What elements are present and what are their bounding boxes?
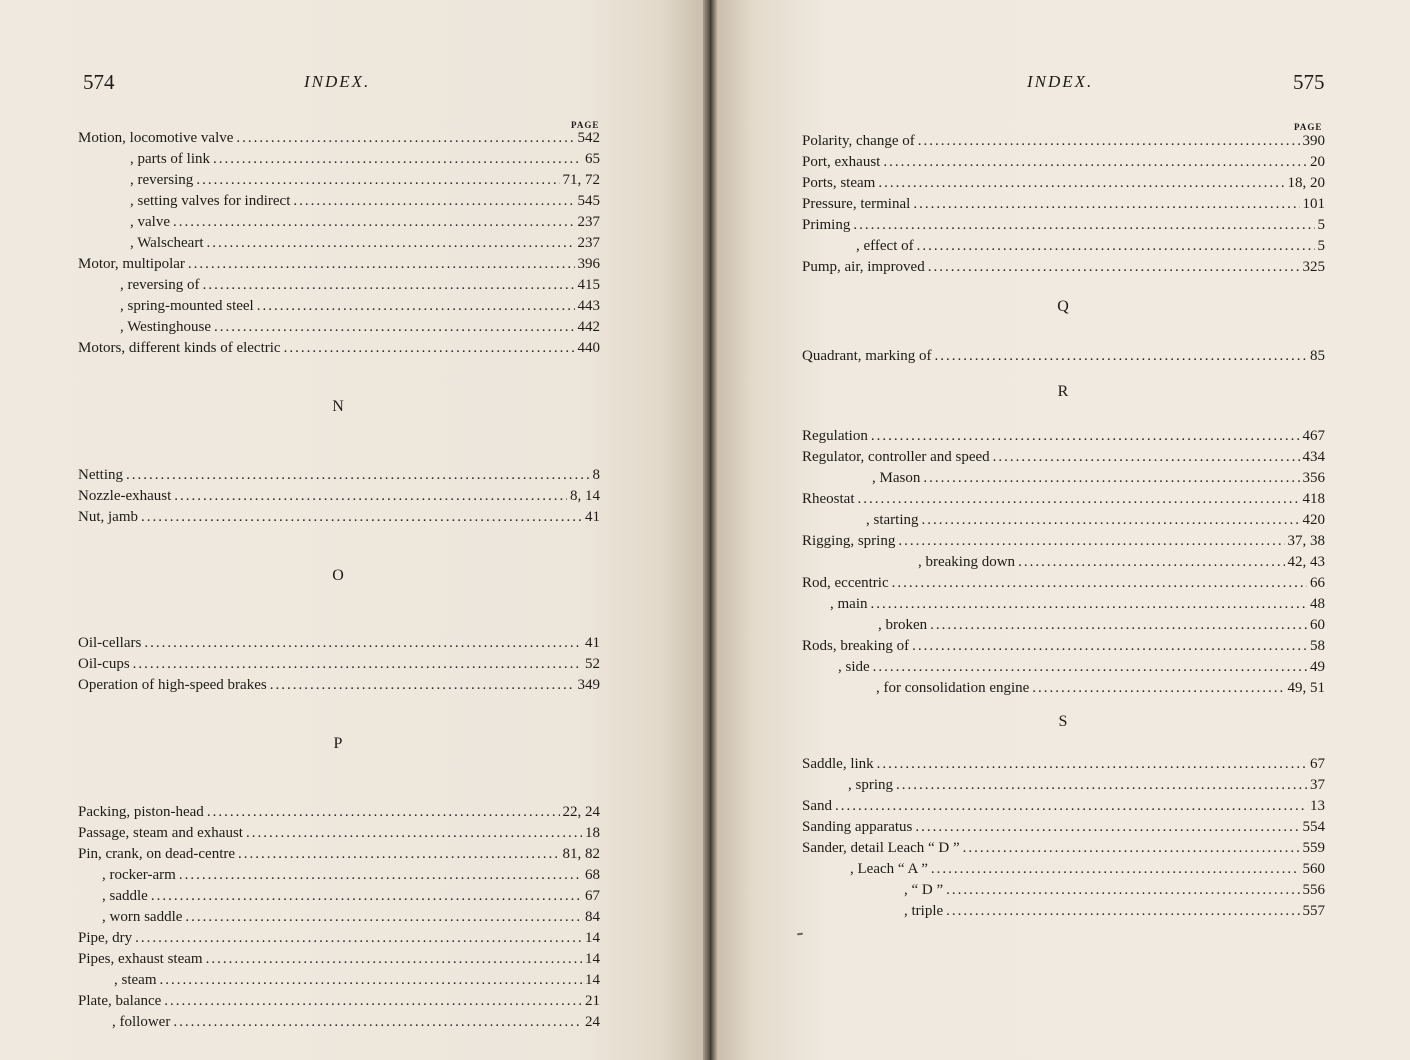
dot-leader: [185, 909, 582, 926]
dot-leader: [877, 756, 1307, 773]
section-letter: P: [333, 735, 343, 752]
entry-term: Port, exhaust: [802, 154, 881, 170]
dot-leader: [918, 133, 1300, 150]
index-entry: [78, 130, 600, 150]
entry-term: , breaking down: [918, 554, 1016, 570]
entry-page-number: 396: [577, 256, 600, 272]
entry-page-number: 349: [577, 677, 600, 693]
entry-term: Sander, detail Leach “ D ”: [802, 840, 960, 856]
entry-term: , Mason: [872, 470, 921, 486]
entry-term: , triple: [904, 903, 944, 919]
index-entry: [802, 154, 1325, 174]
index-entry: [850, 861, 1325, 881]
index-entry: [78, 825, 600, 845]
entry-page-number: 58: [1310, 638, 1325, 654]
index-entry: [802, 449, 1325, 469]
index-entry: [130, 235, 600, 255]
dot-leader: [206, 951, 582, 968]
dot-leader: [871, 596, 1308, 613]
dot-leader: [871, 428, 1300, 445]
entry-page-number: 67: [585, 888, 600, 904]
index-entry: [78, 509, 600, 529]
entry-page-number: 237: [577, 214, 600, 230]
entry-term: Pressure, terminal: [802, 196, 911, 212]
entry-page-number: 443: [577, 298, 600, 314]
entry-page-number: 14: [585, 951, 600, 967]
index-entry: [78, 488, 600, 508]
section-letter: S: [1058, 712, 1068, 730]
dot-leader: [203, 277, 575, 294]
entry-term: , setting valves for indirect: [130, 193, 291, 209]
entry-term: , follower: [112, 1014, 171, 1030]
entry-term: Sanding apparatus: [802, 819, 913, 835]
dot-leader: [126, 467, 590, 484]
dot-leader: [1032, 680, 1284, 697]
entry-page-number: 65: [585, 151, 600, 167]
entry-page-number: 545: [577, 193, 600, 209]
entry-term: , spring-mounted steel: [120, 298, 254, 314]
entry-term: , for consolidation engine: [876, 680, 1030, 696]
entry-term: Quadrant, marking of: [802, 348, 932, 364]
entry-term: Regulator, controller and speed: [802, 449, 990, 465]
entry-page-number: 101: [1302, 196, 1325, 212]
entry-page-number: 71, 72: [562, 172, 600, 188]
entry-term: , reversing of: [120, 277, 200, 293]
index-entry: [102, 909, 600, 929]
index-entry: [78, 993, 600, 1013]
dot-leader: [173, 214, 575, 231]
entry-page-number: 67: [1310, 756, 1325, 772]
entry-term: Motion, locomotive valve: [78, 130, 234, 146]
entry-term: , starting: [866, 512, 919, 528]
entry-term: Priming: [802, 217, 851, 233]
dot-leader: [922, 512, 1300, 529]
entry-page-number: 356: [1302, 470, 1325, 486]
index-entry: [802, 348, 1325, 368]
dot-leader: [214, 319, 574, 336]
entry-term: Netting: [78, 467, 123, 483]
entry-page-number: 420: [1302, 512, 1325, 528]
index-entry: [876, 680, 1325, 700]
index-entry: [130, 151, 600, 171]
entry-term: , “ D ”: [904, 882, 944, 898]
index-entry: [856, 238, 1325, 258]
dot-leader: [935, 348, 1307, 365]
entry-term: Operation of high-speed brakes: [78, 677, 267, 693]
index-entry: [802, 259, 1325, 279]
entry-page-number: 84: [585, 909, 600, 925]
index-entry: [802, 428, 1325, 448]
entry-page-number: 49, 51: [1287, 680, 1325, 696]
index-entry: [130, 172, 600, 192]
entry-page-number: 556: [1302, 882, 1325, 898]
index-entry: [802, 638, 1325, 658]
index-entry: [802, 756, 1325, 776]
dot-leader: [923, 470, 1299, 487]
dot-leader: [913, 196, 1299, 213]
entry-term: Plate, balance: [78, 993, 162, 1009]
index-entry: [120, 277, 600, 297]
entry-page-number: 37: [1310, 777, 1325, 793]
entry-term: Regulation: [802, 428, 868, 444]
index-entry: [78, 951, 600, 971]
entry-page-number: 325: [1302, 259, 1325, 275]
section-letter: O: [332, 566, 344, 584]
dot-leader: [930, 617, 1307, 634]
dot-leader: [284, 340, 575, 357]
dot-leader: [917, 238, 1315, 255]
dot-leader: [246, 825, 582, 842]
index-entry: [878, 617, 1325, 637]
index-entry: [918, 554, 1325, 574]
dot-leader: [238, 846, 559, 863]
entry-term: , broken: [878, 617, 928, 633]
left-page: [0, 0, 703, 1060]
entry-page-number: 42, 43: [1287, 554, 1325, 570]
dot-leader: [206, 235, 574, 252]
entry-page-number: 442: [577, 319, 600, 335]
index-entry: [802, 196, 1325, 216]
entry-term: , saddle: [102, 888, 148, 904]
entry-term: , Westinghouse: [120, 319, 212, 335]
dot-leader: [207, 804, 560, 821]
dot-leader: [835, 798, 1307, 815]
entry-page-number: 14: [585, 930, 600, 946]
entry-page-number: 22, 24: [562, 804, 600, 820]
page-number: 574: [83, 70, 115, 94]
entry-page-number: 66: [1310, 575, 1325, 591]
entry-page-number: 20: [1310, 154, 1325, 170]
entry-term: , reversing: [130, 172, 194, 188]
entry-page-number: 554: [1302, 819, 1325, 835]
dot-leader: [133, 656, 582, 673]
entry-term: Pipe, dry: [78, 930, 133, 946]
index-entry: [120, 298, 600, 318]
index-entry: [848, 777, 1325, 797]
entry-term: Pipes, exhaust steam: [78, 951, 203, 967]
dot-leader: [915, 819, 1299, 836]
dot-leader: [946, 903, 1299, 920]
entry-term: , side: [838, 659, 870, 675]
index-entry: [78, 635, 600, 655]
entry-page-number: 18: [585, 825, 600, 841]
entry-term: Rod, eccentric: [802, 575, 889, 591]
entry-page-number: 60: [1310, 617, 1325, 633]
entry-term: Pin, crank, on dead-centre: [78, 846, 236, 862]
section-letter: R: [1057, 382, 1069, 400]
dot-leader: [179, 867, 582, 884]
entry-term: , Walscheart: [130, 235, 204, 251]
section-letter: Q: [1057, 298, 1069, 315]
entry-term: Polarity, change of: [802, 133, 915, 149]
index-entry: [802, 133, 1325, 153]
entry-page-number: 8, 14: [570, 488, 600, 504]
dot-leader: [963, 840, 1300, 857]
section-letter: N: [332, 398, 344, 415]
dot-leader: [141, 509, 582, 526]
entry-page-number: 85: [1310, 348, 1325, 364]
index-entry: [802, 175, 1325, 195]
entry-page-number: 21: [585, 993, 600, 1009]
dot-leader: [164, 993, 582, 1010]
dot-leader: [213, 151, 582, 168]
dot-leader: [174, 488, 567, 505]
index-entry: [78, 467, 600, 487]
entry-term: Rheostat: [802, 491, 855, 507]
entry-page-number: 18, 20: [1287, 175, 1325, 191]
dot-leader: [257, 298, 575, 315]
dot-leader: [173, 1014, 582, 1031]
entry-term: , Leach “ A ”: [850, 861, 928, 877]
entry-page-number: 8: [592, 467, 600, 483]
dot-leader: [912, 638, 1307, 655]
index-entry: [802, 533, 1325, 553]
entry-page-number: 68: [585, 867, 600, 883]
running-head: INDEX.: [304, 72, 371, 91]
index-entry: [78, 846, 600, 866]
dot-leader: [993, 449, 1300, 466]
index-entry: [838, 659, 1325, 679]
dot-leader: [892, 575, 1307, 592]
entry-page-number: 41: [585, 509, 600, 525]
dot-leader: [853, 217, 1314, 234]
dot-leader: [858, 491, 1300, 508]
entry-term: , valve: [130, 214, 170, 230]
entry-page-number: 415: [577, 277, 600, 293]
entry-term: , rocker-arm: [102, 867, 176, 883]
entry-term: Rigging, spring: [802, 533, 896, 549]
index-entry: [802, 819, 1325, 839]
entry-term: , effect of: [856, 238, 914, 254]
index-entry: [802, 840, 1325, 860]
dot-leader: [135, 930, 582, 947]
index-entry: [78, 804, 600, 824]
entry-term: Nut, jamb: [78, 509, 138, 525]
entry-term: Oil-cups: [78, 656, 130, 672]
entry-page-number: 434: [1302, 449, 1325, 465]
dot-leader: [1018, 554, 1284, 571]
entry-term: Motors, different kinds of electric: [78, 340, 281, 356]
index-entry: [904, 903, 1325, 923]
entry-page-number: 5: [1317, 238, 1325, 254]
index-entry: [802, 491, 1325, 511]
dot-leader: [898, 533, 1284, 550]
index-entry: [130, 193, 600, 213]
entry-page-number: 37, 38: [1287, 533, 1325, 549]
index-entry: [78, 656, 600, 676]
entry-page-number: 467: [1302, 428, 1325, 444]
page-number: 575: [1293, 70, 1325, 94]
index-entry: [802, 798, 1325, 818]
index-entry: [904, 882, 1325, 902]
entry-page-number: 13: [1310, 798, 1325, 814]
dot-leader: [236, 130, 574, 147]
dot-leader: [188, 256, 575, 273]
dot-leader: [151, 888, 582, 905]
dot-leader: [293, 193, 574, 210]
dot-leader: [928, 259, 1300, 276]
dot-leader: [144, 635, 582, 652]
entry-page-number: 5: [1317, 217, 1325, 233]
entry-page-number: 52: [585, 656, 600, 672]
entry-page-number: 14: [585, 972, 600, 988]
index-entry: [114, 972, 600, 992]
entry-page-number: 418: [1302, 491, 1325, 507]
entry-term: Oil-cellars: [78, 635, 142, 651]
entry-term: Pump, air, improved: [802, 259, 925, 275]
right-page: [717, 0, 1410, 1060]
index-entry: [830, 596, 1325, 616]
entry-term: Passage, steam and exhaust: [78, 825, 243, 841]
entry-term: Rods, breaking of: [802, 638, 910, 654]
dot-leader: [896, 777, 1307, 794]
entry-page-number: 440: [577, 340, 600, 356]
entry-term: Nozzle-exhaust: [78, 488, 172, 504]
entry-term: Ports, steam: [802, 175, 876, 191]
dot-leader: [878, 175, 1284, 192]
entry-page-number: 237: [577, 235, 600, 251]
index-entry: [78, 930, 600, 950]
entry-term: , main: [830, 596, 868, 612]
entry-term: Packing, piston-head: [78, 804, 204, 820]
page-column-label: PAGE: [1294, 122, 1323, 132]
entry-term: , worn saddle: [102, 909, 183, 925]
entry-page-number: 48: [1310, 596, 1325, 612]
entry-page-number: 81, 82: [562, 846, 600, 862]
dot-leader: [873, 659, 1307, 676]
dot-leader: [931, 861, 1300, 878]
entry-page-number: 559: [1302, 840, 1325, 856]
entry-page-number: 390: [1302, 133, 1325, 149]
page-column-label: PAGE: [571, 120, 600, 130]
entry-term: , steam: [114, 972, 157, 988]
entry-page-number: 560: [1302, 861, 1325, 877]
entry-term: , spring: [848, 777, 893, 793]
index-entry: [102, 867, 600, 887]
index-entry: [78, 677, 600, 697]
entry-term: Sand: [802, 798, 832, 814]
entry-term: Motor, multipolar: [78, 256, 185, 272]
dot-leader: [160, 972, 583, 989]
index-entry: [802, 575, 1325, 595]
running-head: INDEX.: [1027, 72, 1094, 91]
index-entry: [78, 256, 600, 276]
dot-leader: [883, 154, 1307, 171]
index-entry: [78, 340, 600, 360]
dot-leader: [196, 172, 559, 189]
dot-leader: [270, 677, 575, 694]
index-entry: [112, 1014, 600, 1034]
index-entry: [102, 888, 600, 908]
index-entry: [120, 319, 600, 339]
index-entry: [802, 217, 1325, 237]
entry-page-number: 41: [585, 635, 600, 651]
index-entry: [866, 512, 1325, 532]
index-entry: [872, 470, 1325, 490]
entry-page-number: 24: [585, 1014, 600, 1030]
entry-term: , parts of link: [130, 151, 210, 167]
book-gutter: [703, 0, 717, 1060]
entry-term: Saddle, link: [802, 756, 874, 772]
paper-speck: [797, 933, 803, 936]
entry-page-number: 49: [1310, 659, 1325, 675]
dot-leader: [946, 882, 1299, 899]
index-entry: [130, 214, 600, 234]
entry-page-number: 542: [577, 130, 600, 146]
entry-page-number: 557: [1302, 903, 1325, 919]
